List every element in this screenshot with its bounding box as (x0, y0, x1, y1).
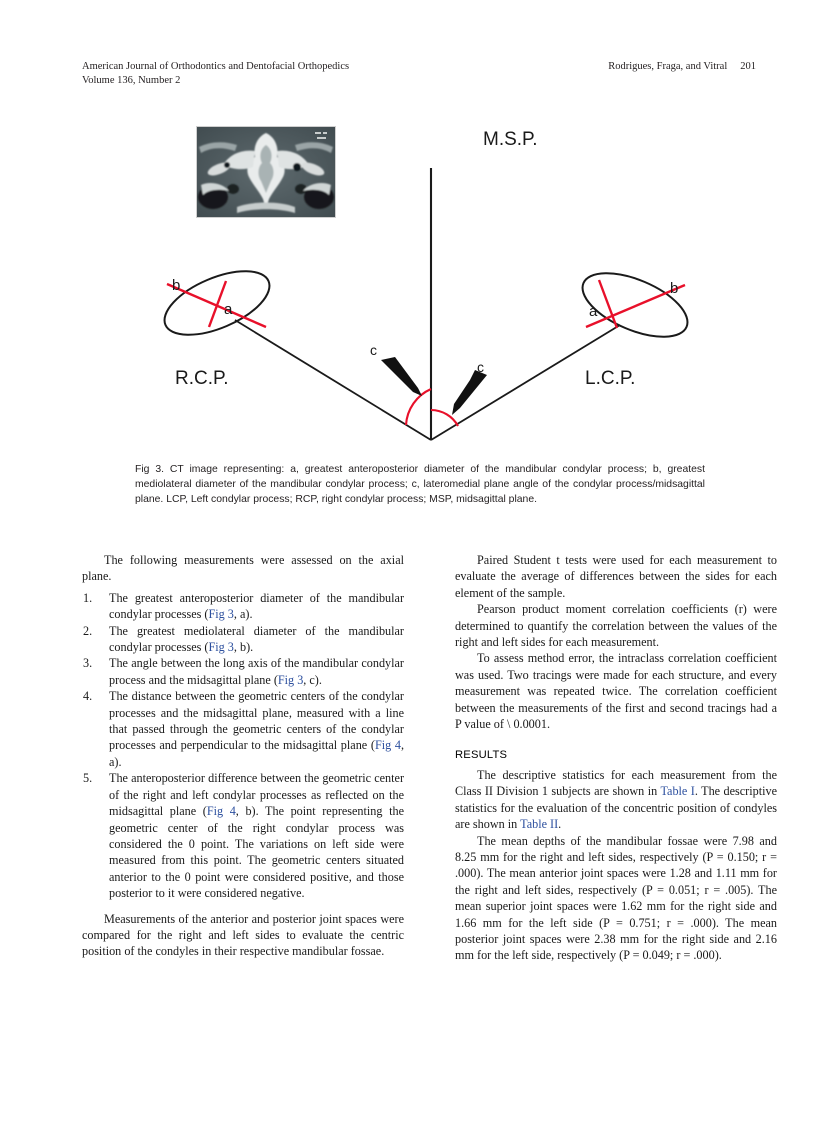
table-reference-link[interactable]: Table I (660, 784, 695, 799)
list-item-text-tail: , c). (303, 672, 322, 687)
figure-3 (125, 120, 713, 456)
list-item-number: 5. (83, 771, 93, 786)
methods-paragraph-1: Paired Student t tests were used for each measurement to evaluate the average of differences between the sides for each element of the sample. (455, 553, 777, 600)
arrow-to-rcp-angle (381, 357, 422, 396)
ct-scan-image (197, 127, 335, 217)
left-condyle-a-label: a (589, 303, 598, 320)
right-condyle-a-label: a (224, 301, 233, 318)
list-item (82, 623, 404, 656)
results-heading: RESULTS (455, 749, 508, 762)
list-item-number: 1. (83, 590, 93, 605)
journal-volume: Volume 136, Number 2 (82, 74, 181, 86)
measurements-list (82, 590, 404, 902)
list-item-text: The distance between the geometric centers of the condylar processes and the midsagittal plane, measured with a line that passed through the geometric centers of the condylar processes and perpendicular to the midsagittal plane ( (109, 689, 404, 753)
body-column-left (82, 552, 404, 960)
intro-paragraph: The following measurements were assessed on the axial plane. (82, 553, 404, 584)
figure-reference-link[interactable]: Fig 3 (208, 640, 234, 655)
right-condyle-b-label: b (172, 277, 181, 294)
list-item-number: 3. (83, 656, 93, 671)
journal-title: American Journal of Orthodontics and Dentofacial Orthopedics (82, 61, 350, 72)
author-page-block (608, 60, 756, 74)
list-item (82, 590, 404, 623)
running-head (82, 60, 756, 94)
methods-paragraph-3: To assess method error, the intraclass correlation coefficient was used. Two tracings were made for each structure, and every measurement was repeated twice. The correlation coefficient between the measurements of the first and second tracings had a P value of \ 0.0001. (455, 651, 777, 732)
table-reference-link[interactable]: Table II (520, 817, 559, 832)
left-condyle-b-label: b (670, 280, 679, 297)
figure-reference-link[interactable]: Fig 3 (208, 607, 234, 622)
figure-reference-link[interactable]: Fig 4 (206, 804, 236, 819)
figure-caption (135, 462, 705, 508)
methods-paragraph-2: Pearson product moment correlation coefficients (r) were determined to quantify the correlation between the values of the right and left sides for each measurement. (455, 602, 777, 650)
ct-scan-thumbnail (196, 126, 336, 218)
list-item-text: The anteroposterior difference between the geometric center of the right and left condylar processes as reflected on the midsagittal plane ( (109, 771, 404, 819)
list-item-text: The greatest mediolateral diameter of the mandibular condylar processes ( (109, 623, 404, 655)
list-item (82, 770, 404, 901)
angle-label-c-left: c (370, 342, 377, 358)
figure-reference-link[interactable]: Fig 4 (374, 738, 401, 753)
results-p1-seg-c: . (558, 817, 562, 832)
figure-reference-link[interactable]: Fig 3 (277, 672, 304, 687)
msp-label: M.S.P. (483, 129, 538, 150)
list-item-number: 4. (83, 689, 93, 704)
list-item-text-tail: , b). The point representing the geometric center of the right condylar process was considered the 0 point. The variations on left side were measured from this point. The geometric centers situated anterior to the 0 point were considered positive, and those posterior to it were considered negative. (109, 804, 404, 901)
results-paragraph-1 (455, 767, 777, 833)
list-item-text-tail: , b). (233, 640, 254, 655)
figure-caption-text: CT image representing: a, greatest anteroposterior diameter of the mandibular condylar process; b, greatest mediolateral diameter of the mandibular condylar process; c, lateromedial plane angle of the condylar process/midsagittal plane. LCP, Left condylar process; RCP, right condylar process; MSP, midsagittal plane. (135, 464, 705, 506)
journal-title-block (82, 60, 349, 87)
list-item (82, 655, 404, 688)
list-item-number: 2. (83, 623, 93, 638)
rcp-label: R.C.P. (175, 368, 229, 389)
angle-label-c-right: c (477, 359, 484, 375)
results-p1-seg-a: The descriptive statistics for each measurement from the Class II Division 1 subjects are shown in (455, 767, 777, 799)
results-paragraph-2: The mean depths of the mandibular fossae were 7.98 and 8.25 mm for the right and left sides, respectively (P = 0.150; r = .000). The mean anterior joint spaces were 1.28 and 1.11 mm for the right and left sides, respectively (P = 0.051; r = .005). The mean superior joint spaces were 1.62 mm for the right side and 1.66 mm for the left side (P = 0.751; r = .000). The mean posterior joint spaces were 2.38 mm for the right side and 2.16 mm for the left side, respectively (P = 0.049; r = .000). (455, 833, 777, 963)
lcp-label: L.C.P. (585, 368, 636, 389)
list-item-text-tail: , a). (233, 607, 253, 622)
list-item-text: The angle between the long axis of the mandibular condylar process and the midsagittal plane ( (109, 656, 404, 687)
list-item (82, 688, 404, 770)
body-column-right (455, 552, 777, 964)
list-item-text: The greatest anteroposterior diameter of the mandibular condylar processes ( (109, 590, 404, 622)
closing-paragraph: Measurements of the anterior and posterior joint spaces were compared for the right and left sides to evaluate the centric position of the condyles in their respective mandibular fossae. (82, 911, 404, 959)
figure-caption-label: Fig 3. (135, 464, 164, 475)
author-names: Rodrigues, Fraga, and Vitral (608, 61, 728, 72)
results-p1-seg-b: . The descriptive statistics for the evaluation of the concentric position of condyles are shown in (455, 784, 777, 832)
page-number: 201 (740, 61, 756, 72)
list-item-text-tail: , a). (109, 738, 405, 769)
